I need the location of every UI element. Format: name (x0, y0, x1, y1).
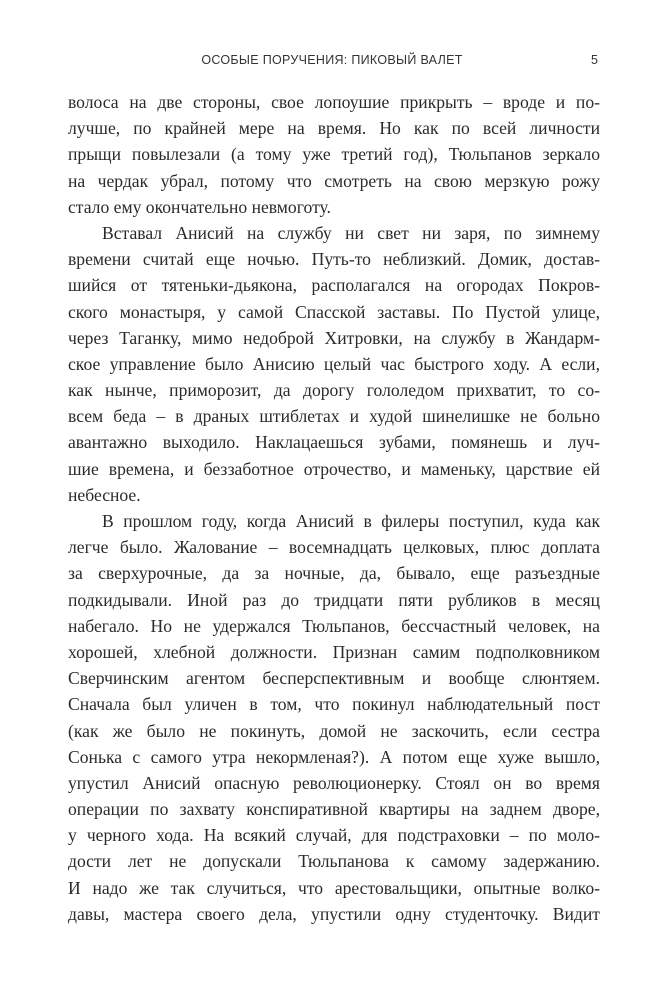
text-line: авантажно выходило. Наклацаешься зубами, помянешь и луч- (68, 432, 600, 453)
text-line: времени считай еще ночью. Путь-то неблизкий. Домик, достав- (68, 249, 600, 270)
text-line: В прошлом году, когда Анисий в филеры поступил, куда как (102, 511, 600, 531)
text-line: легче было. Жалование – восемнадцать целковых, плюс доплата (68, 537, 600, 558)
text-line: небесное. (68, 484, 141, 505)
text-line: шийся от тятеньки-дьякона, располагался на огородах Покров- (68, 275, 600, 296)
text-line: ского монастыря, у самой Спасской заставы. По Пустой улице, (68, 301, 600, 322)
text-line: всем беда – в драных штиблетах и худой шинелишке не больно (68, 406, 600, 427)
text-line: как нынче, приморозит, да дорогу гололедом прихватит, то со- (68, 380, 600, 401)
text-line: волоса на две стороны, свое лопоушие прикрыть – вроде и по- (68, 92, 600, 112)
text-line: (как же было не покинуть, домой не заскочить, если сестра (68, 720, 600, 741)
text-line: подкидывали. Иной раз до тридцати пяти рубликов в месяц (68, 589, 600, 610)
text-line: шие времена, и беззаботное отрочество, и маменьку, царствие ей (68, 458, 600, 479)
text-line: Сонька с самого утра некормленая?). А потом еще хуже вышло, (68, 746, 600, 767)
text-line: прыщи повылезали (а тому уже третий год), Тюльпанов зеркало (68, 144, 600, 165)
text-line: через Таганку, мимо недоброй Хитровки, на службу в Жандарм- (68, 327, 600, 348)
text-line: хорошей, хлебной должности. Признан самим подполковником (68, 641, 600, 662)
text-line: Сначала был уличен в том, что покинул наблюдательный пост (68, 694, 600, 715)
text-line: давы, мастера своего дела, упустили одну студенточку. Видит (68, 903, 600, 924)
text-line: набегало. Но не удержался Тюльпанов, бессчастный человек, на (68, 615, 600, 636)
text-line: стало ему окончательно невмоготу. (68, 196, 331, 217)
text-line: ское управление было Анисию целый час быстрого ходу. А если, (68, 353, 600, 374)
paragraph (68, 89, 600, 220)
running-title: ОСОБЫЕ ПОРУЧЕНИЯ: ПИКОВЫЙ ВАЛЕТ (201, 53, 463, 67)
page-number: 5 (591, 53, 598, 67)
text-line: упустил Анисий опасную революционерку. Стоял он во время (68, 772, 600, 793)
body-text (68, 89, 600, 927)
text-line: дости лет не допускали Тюльпанова к самому задержанию. (68, 851, 600, 872)
paragraph (68, 220, 600, 508)
text-line: Вставал Анисий на службу ни свет ни заря, по зимнему (102, 222, 600, 243)
text-line: у черного хода. На всякий случай, для подстраховки – по моло- (68, 825, 600, 846)
text-line: на чердак убрал, потому что смотреть на свою мерзкую рожу (68, 170, 600, 191)
text-line: И надо же так случиться, что арестовальщики, опытные волко- (68, 877, 600, 898)
text-line: Сверчинским агентом бесперспективным и вообще слюнтяем. (68, 668, 600, 689)
paragraph (68, 508, 600, 927)
text-line: операции по захвату конспиративной квартиры на заднем дворе, (68, 799, 600, 820)
text-line: лучше, по крайней мере на время. Но как по всей личности (68, 118, 600, 139)
text-line: за сверхурочные, да за ночные, да, бывало, еще разъездные (68, 563, 600, 584)
